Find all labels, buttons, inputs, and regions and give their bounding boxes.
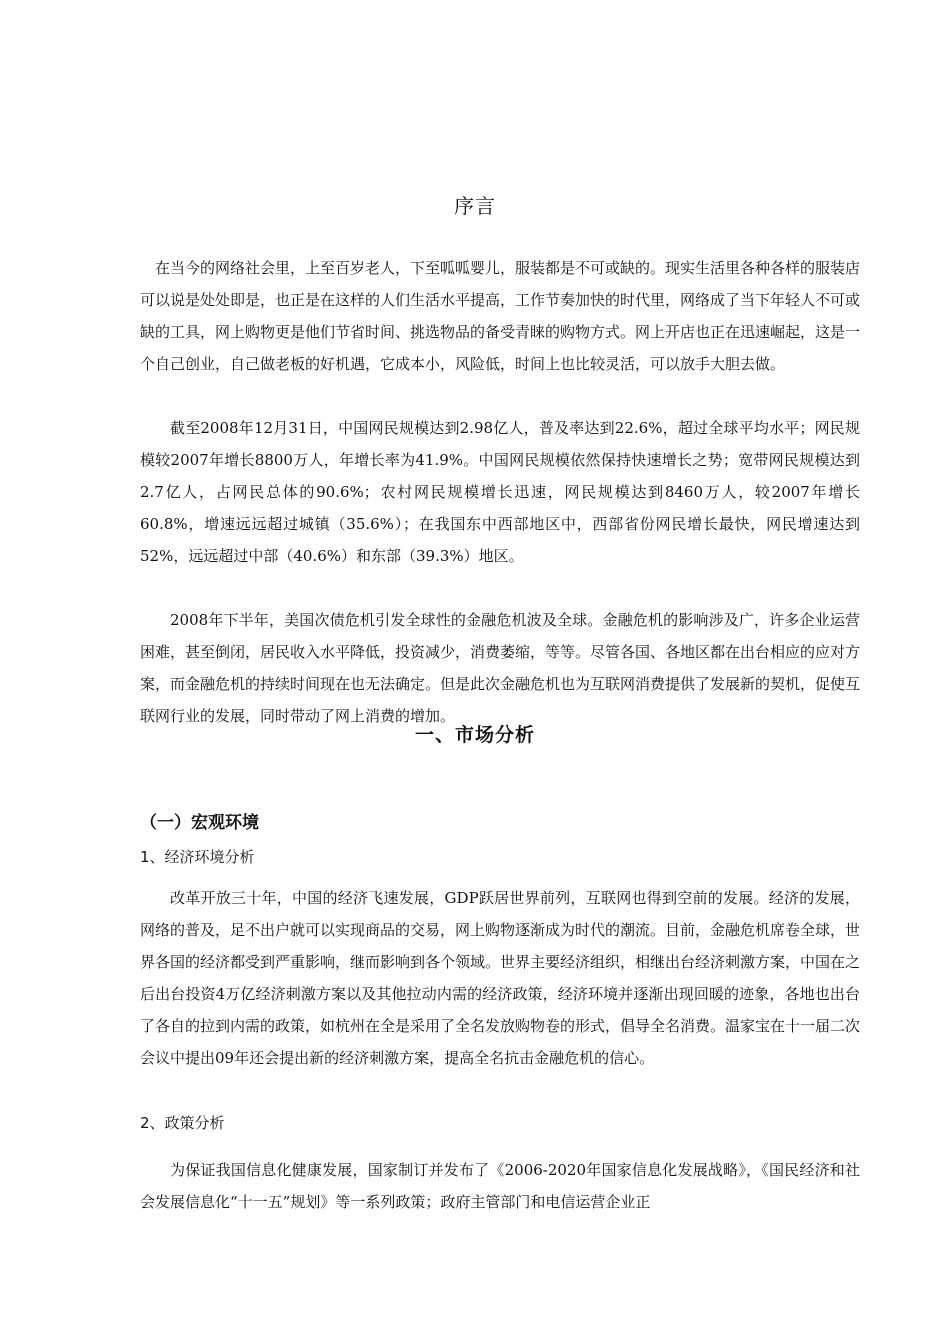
preface-paragraph-3: 2008年下半年，美国次债危机引发全球性的金融危机波及全球。金融危机的影响涉及广，许多企业运营困难，甚至倒闭，居民收入水平降低，投资减少，消费萎缩，等等。尽管各国、各地区都在出台相应的应对方案，而金融危机的持续时间现在也无法确定。但是此次金融危机也为互联网消费提供了发展新的契机，促使互联网行业的发展，同时带动了网上消费的增加。 [140,611,861,725]
preface-paragraph-2: 截至2008年12月31日，中国网民规模达到2.98亿人，普及率达到22.6%，超过全球平均水平；网民规模较2007年增长8800万人，年增长率为41.9%。中国网民规模依然保持快速增长之势；宽带网民规模达到2.7亿人，占网民总体的90.6%；农村网民规模增长迅速，网民规模达到8460万人，较2007年增长60.8%，增速远远超过城镇（35.6%）；在我国东中西部地区中，西部省份网民增长最快，网民增速达到52%，远远超过中部（40.6%）和东部（39.3%）地区。 [140,419,860,565]
economic-environment-paragraph: 改革开放三十年，中国的经济飞速发展，GDP跃居世界前列，互联网也得到空前的发展。经济的发展，网络的普及，足不出户就可以实现商品的交易，网上购物逐渐成为时代的潮流。目前，金融危机席卷全球，世界各国的经济都受到严重影响，继而影响到各个领域。世界主要经济组织，相继出台经济刺激方案，中国在之后出台投资4万亿经济刺激方案以及其他拉动内需的经济政策，经济环境并逐渐出现回暖的迹象，各地也出台了各自的拉到内需的政策，如杭州在全是采用了全名发放购物卷的形式，倡导全名消费。温家宝在十一届二次会议中提出09年还会提出新的经济刺激方案，提高全名抗击金融危机的信心。 [140,889,861,1067]
item-heading-policy-analysis: 2、政策分析 [140,1114,225,1132]
policy-analysis-paragraph: 为保证我国信息化健康发展，国家制订并发布了《2006-2020年国家信息化发展战略》，《国民经济和社会发展信息化“十一五”规划》等一系列政策；政府主管部门和电信运营企业正 [140,1161,860,1211]
preface-paragraph-1: 在当今的网络社会里，上至百岁老人，下至呱呱婴儿，服装都是不可或缺的。现实生活里各种各样的服装店可以说是处处即是，也正是在这样的人们生活水平提高，工作节奏加快的时代里，网络成了当下年轻人不可或缺的工具，网上购物更是他们节省时间、挑选物品的备受青睐的购物方式。网上开店也正在迅速崛起，这是一个自己创业，自己做老板的好机遇，它成本小，风险低，时间上也比较灵活，可以放手大胆去做。 [140,259,861,373]
section-title-market-analysis: 一、市场分析 [414,724,535,746]
item-heading-economic-environment: 1、经济环境分析 [140,848,255,866]
subsection-heading-macro-environment: （一）宏观环境 [140,813,259,833]
preface-title: 序言 [454,194,496,218]
